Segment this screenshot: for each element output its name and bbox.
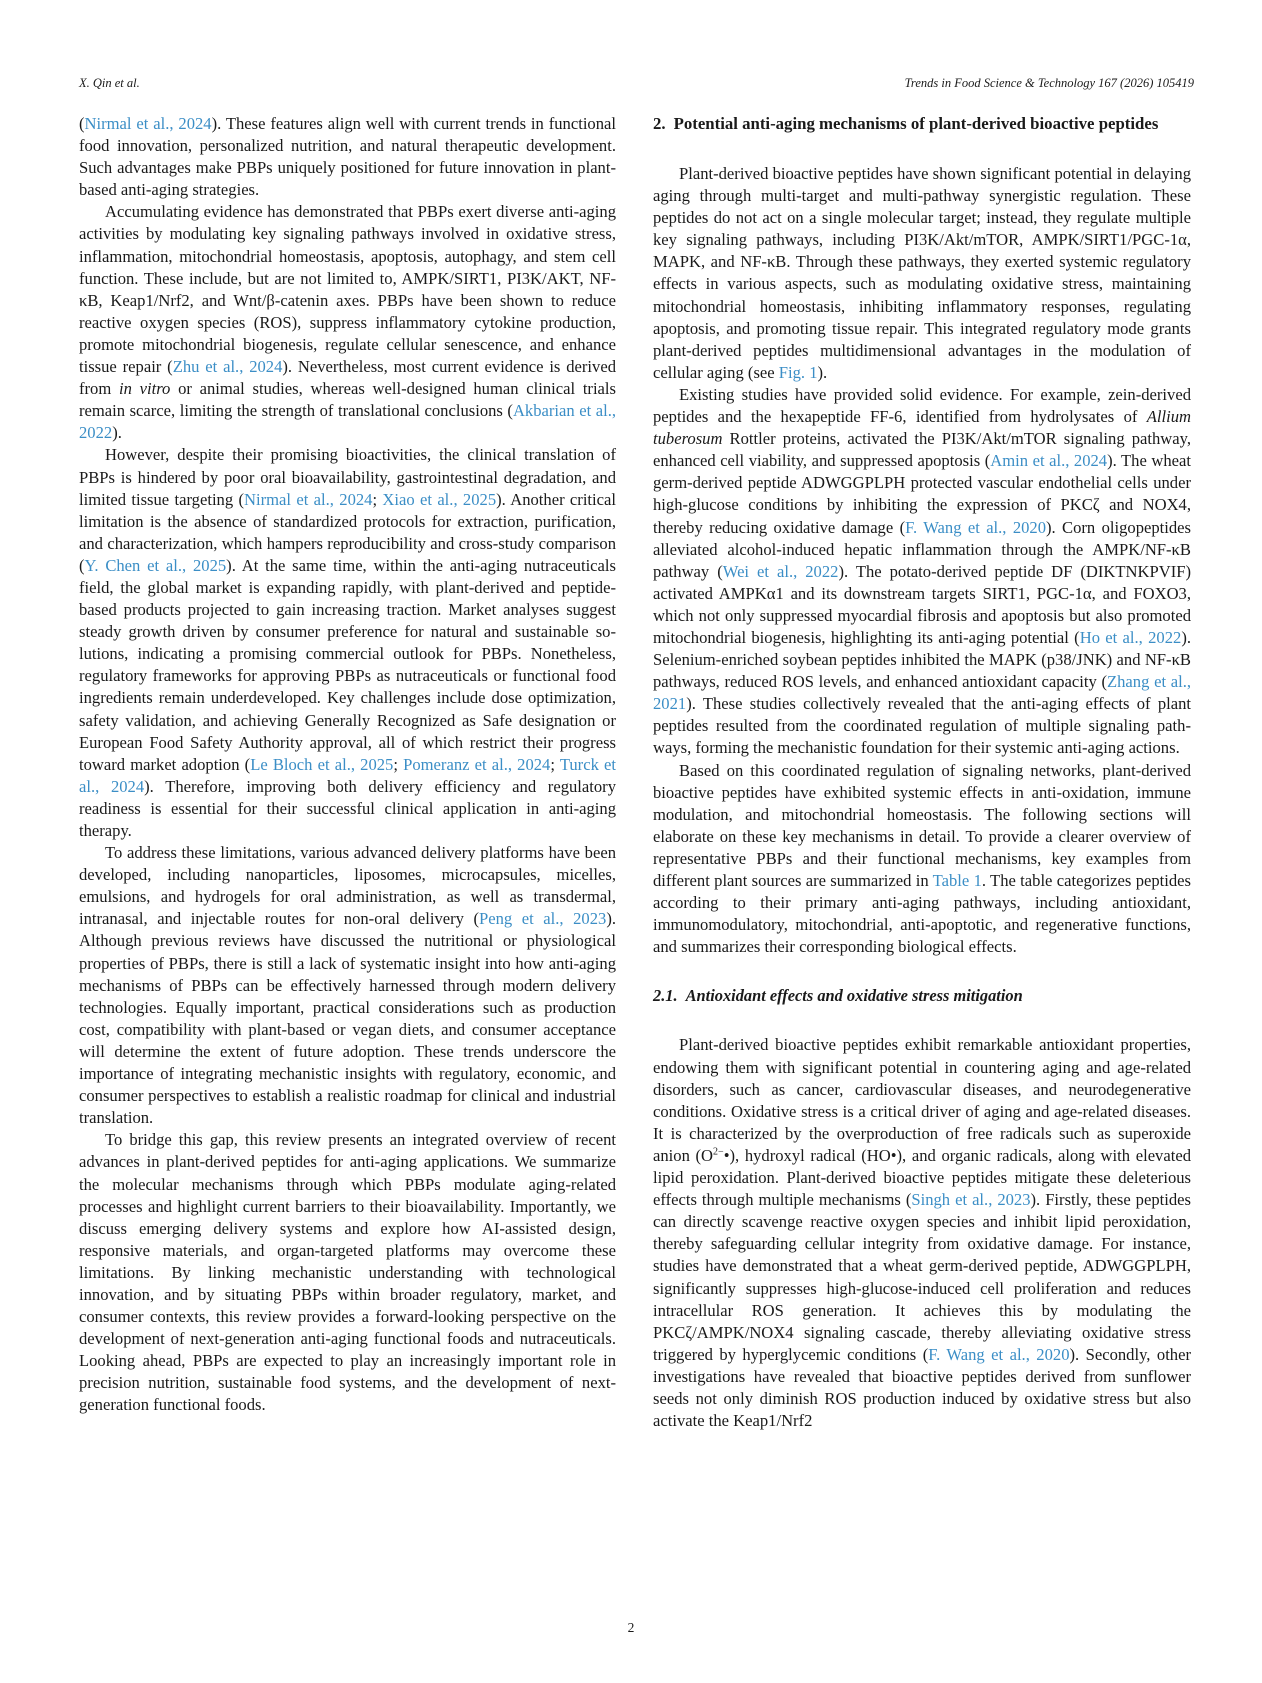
citation-link[interactable]: Akbarian et al., 2022 — [79, 401, 616, 443]
citation-link[interactable]: F. Wang et al., 2020 — [905, 517, 1047, 537]
text: To bridge this gap, this review presents an integrated overview of recent advances in plant-derived peptides for anti-aging applications. We summarize the molecular mechanisms through which PBPs modulate aging-related processes and highlight current barriers to their bioavailability. Importantly, we discuss emerging delivery systems and explore how AI-assisted design, responsive materials, and organ-targeted platforms may overcome these limitations. By linking mechanistic understanding with technological innovation, and by situating PBPs within broader regulatory, market, and consumer contexts, this review provides a forward-looking perspective on the development of next-generation anti-aging functional foods and nutraceuticals. Looking ahead, PBPs are expected to play an increasingly important role in precision nutrition, sustainable food systems, and the development of next-generation functional foods. — [79, 1130, 616, 1415]
section-heading — [653, 113, 1191, 135]
text: ). — [112, 423, 122, 443]
running-head-journal: Trends in Food Science & Technology 167 (2026) 105419 — [904, 76, 1194, 90]
citation-link[interactable]: F. Wang et al., 2020 — [928, 1344, 1070, 1364]
text: ). These features align well with current trends in functional food innovation, personalized nutrition, and natural therapeutic development. Such advantages make PBPs uniquely positioned for future innovation in plant-based anti-aging strategies. — [79, 114, 616, 200]
citation-link[interactable]: Turck et al., 2024 — [79, 754, 616, 796]
figure-link[interactable]: Fig. 1 — [778, 362, 818, 382]
subsection-heading — [653, 985, 1191, 1007]
text: ). Nevertheless, most current evidence is derived from — [79, 357, 616, 399]
text: ). Selenium-enriched soybean peptides inhibited the MAPK (p38/JNK) and NF-κB pathways, reduced ROS levels, and enhanced antioxidant capacity ( — [653, 627, 1191, 692]
italic-text: in vitro — [118, 379, 171, 399]
section-number: 2. — [653, 114, 666, 133]
paragraph — [79, 113, 616, 201]
text: Accumulating evidence has demonstrated that PBPs exert diverse anti-aging activities by modulating key signaling pathways involved in oxidative stress, inflammation, mitochondrial homeostasis, apoptosis, autophagy, and stem cell function. These include, but are not limited to, AMPK/SIRT1, PI3K/AKT, NF-κB, Keap1/Nrf2, and Wnt/β-catenin axes. PBPs have been shown to reduce reactive oxygen species (ROS), suppress inflammatory cytokine production, promote mitochondrial biogenesis, regulate cellular senescence, and enhance tissue repair ( — [79, 202, 616, 377]
text: ). At the same time, within the anti-aging nutraceuticals field, the global market is expanding rapidly, with plant-derived and peptide-based products projected to gain increasing traction. Market analyses suggest steady growth driven by consumer preference for natural and sustainable solutions, indicating a promising commercial outlook for PBPs. Nonetheless, regulatory frameworks for approving PBPs as nutraceuticals or functional food ingredients remain underdeveloped. Key challenges include dose optimization, safety validation, and achieving Generally Recognized as Safe designation or European Food Safety Authority approval, all of which restrict their progress toward market adoption ( — [79, 555, 616, 774]
text: ). Corn oligopeptides alleviated alcohol-induced hepatic inflammation through the AMPK/NF-κB pathway ( — [653, 517, 1191, 581]
paragraph — [653, 384, 1191, 760]
subsection-number: 2.1. — [653, 986, 678, 1006]
italic-text: Allium tuberosum — [653, 407, 1191, 449]
paragraph — [79, 842, 616, 1129]
section-title: Potential anti-aging mechanisms of plant-derived bioactive peptides — [673, 114, 1159, 133]
text: ; — [393, 754, 404, 774]
citation-link[interactable]: Amin et al., 2024 — [990, 451, 1108, 471]
citation-link[interactable]: Y. Chen et al., 2025 — [84, 555, 227, 575]
text: ( — [79, 114, 85, 133]
left-column — [79, 113, 616, 1417]
text: . The table categorizes peptides according to their primary anti-aging pathways, including antioxidant, immunomodulatory, mitochondrial, anti-apoptotic, and regenerative functions, and summarizes their corresponding biological effects. — [653, 871, 1191, 957]
citation-link[interactable]: Peng et al., 2023 — [479, 909, 607, 929]
paragraph — [653, 163, 1191, 384]
text: •), hydroxyl radical (HO•), and organic radicals, along with elevated lipid peroxidation. Plant-derived bioactive peptides mitigate these deleterious effects through multiple mechanisms ( — [653, 1145, 1191, 1210]
text: Plant-derived bioactive peptides have shown significant potential in delaying aging through multi-target and multi-pathway synergistic regulation. These peptides do not act on a single molecular target; instead, they regulate multiple key signaling pathways, including PI3K/​Akt/mTOR, AMPK/SIRT1/PGC-1α, MAPK, and NF-κB. Through these pathways, they exerted systemic regulatory effects in various aspects, such as modulating oxidative stress, maintaining mitochondrial homeostasis, inhibiting inflammatory responses, regulating apoptosis, and promoting tissue repair. This integrated regulatory mode grants plant-derived peptides multidimensional advantages in the modulation of cellular aging (see — [653, 164, 1191, 382]
paragraph — [79, 201, 616, 444]
citation-link[interactable]: Pomeranz et al., 2024 — [403, 754, 551, 774]
running-head-authors: X. Qin et al. — [79, 76, 140, 90]
text: Rottler proteins, activated the PI3K/Akt/​mTOR signaling pathway, enhanced cell viability, and suppressed apoptosis ( — [653, 429, 1191, 471]
citation-link[interactable]: Xiao et al., 2025 — [382, 489, 497, 509]
text: ). — [817, 362, 828, 382]
table-link[interactable]: Table 1 — [932, 871, 982, 890]
text: ). The wheat germ-derived peptide ADWGGPLPH protected vascular endothelial cells under high-glucose conditions by inhibiting the expression of PKCζ and NOX4, thereby reducing oxidative damage ( — [653, 451, 1191, 537]
text: Plant-derived bioactive peptides exhibit remarkable antioxidant properties, endowing them with significant potential in countering aging and age-related disorders, such as cancer, cardiovascular diseases, and neurodegenerative conditions. Oxidative stress is a critical driver of aging and age-related diseases. It is characterized by the overproduction of free radicals such as superoxide anion (O — [653, 1035, 1191, 1165]
paragraph — [653, 760, 1191, 959]
text: ). Secondly, other investigations have revealed that bioactive peptides derived from sunflower seeds not only diminish ROS production induced by oxidative stress but also activate the Keap1/Nrf2 — [653, 1344, 1191, 1431]
text: ; — [372, 489, 383, 509]
citation-link[interactable]: Zhang et al., 2021 — [653, 672, 1192, 714]
text: or animal studies, whereas well-designed human clinical trials remain scarce, limiting the strength of translational conclusions ( — [79, 379, 616, 421]
text: ). Another critical limitation is the absence of standardized protocols for extraction, purification, and characterization, which hampers reproducibility and cross-study comparison ( — [79, 489, 616, 575]
superscript: 2− — [713, 1146, 724, 1158]
citation-link[interactable]: Nirmal et al., 2024 — [244, 489, 373, 509]
citation-link[interactable]: Ho et al., 2022 — [1079, 627, 1182, 647]
citation-link[interactable]: Nirmal et al., 2024 — [84, 114, 212, 133]
citation-link[interactable]: Zhu et al., 2024 — [172, 357, 283, 377]
text: Based on this coordinated regulation of signaling networks, plant-derived bioactive peptides have exhibited systemic effects in anti-oxidation, immune modulation, and mitochondrial homeostasis. The following sections will elaborate on these key mechanisms in detail. To provide a clearer overview of representative PBPs and their functional mechanisms, key examples from different plant sources are summarized in — [653, 760, 1191, 890]
right-column — [653, 113, 1191, 1432]
text: ). Firstly, these peptides can directly scavenge reactive oxygen species and inhibit lipid peroxidation, thereby safeguarding cellular integrity from oxidative damage. For instance, studies have demonstrated that a wheat germ-derived peptide, ADWGGPLPH, significantly suppresses high-glucose-induced cell proliferation and reduces intracellular ROS generation. It achieves this by modulating the PKCζ/AMPK/NOX4 signaling cascade, thereby alleviating oxidative stress triggered by hyperglycemic conditions ( — [653, 1190, 1191, 1364]
citation-link[interactable]: Wei et al., 2022 — [722, 561, 839, 581]
text: However, despite their promising bioactivities, the clinical translation of PBPs is hindered by poor oral bioavailability, gastrointestinal degradation, and limited tissue targeting ( — [79, 445, 616, 509]
text: ; — [550, 754, 560, 774]
text: To address these limitations, various advanced delivery platforms have been developed, including nanoparticles, liposomes, microcapsules, micelles, emulsions, and hydrogels for oral administration, as well as transdermal, intranasal, and injectable routes for non-oral delivery ( — [79, 843, 616, 929]
text: ). These studies collectively revealed that the anti-aging effects of plant peptides resulted from the coordinated regulation of multiple signaling pathways, forming the mechanistic foundation for their systemic anti-aging actions. — [653, 694, 1191, 758]
text: Existing studies have provided solid evidence. For example, zein-derived peptides and the hexapeptide FF-6, identified from hydrolysates of — [653, 384, 1191, 427]
paragraph — [79, 1129, 616, 1416]
subsection-title: Antioxidant effects and oxidative stress mitigation — [685, 986, 1023, 1006]
paragraph — [79, 444, 616, 842]
paragraph — [653, 1034, 1191, 1432]
text: ). Therefore, improving both delivery efficiency and regulatory readiness is essential for their successful clinical application in anti-aging therapy. — [79, 776, 616, 840]
citation-link[interactable]: Le Bloch et al., 2025 — [250, 754, 394, 774]
text: ). The potato-derived peptide DF (DIKTNKPVIF) activated AMPKα1 and its downstream targets SIRT1, PGC-1α, and FOXO3, which not only suppressed myocardial fibrosis and apoptosis but also promoted mitochondrial biogenesis, highlighting its anti-aging potential ( — [653, 561, 1191, 647]
citation-link[interactable]: Singh et al., 2023 — [911, 1190, 1031, 1210]
text: ). Although previous reviews have discussed the nutritional or physiological properties of PBPs, there is still a lack of systematic insight into how anti-aging mechanisms of PBPs can be effectively harnessed through modern delivery technologies. Equally important, practical considerations such as production cost, compatibility with plant-based or vegan diets, and consumer acceptance will determine the extent of future adoption. These trends underscore the importance of integrating mechanistic insights with regulatory, economic, and consumer perspectives to establish a realistic roadmap for clinical and industrial translation. — [79, 909, 616, 1128]
page-number: 2 — [627, 1620, 635, 1635]
